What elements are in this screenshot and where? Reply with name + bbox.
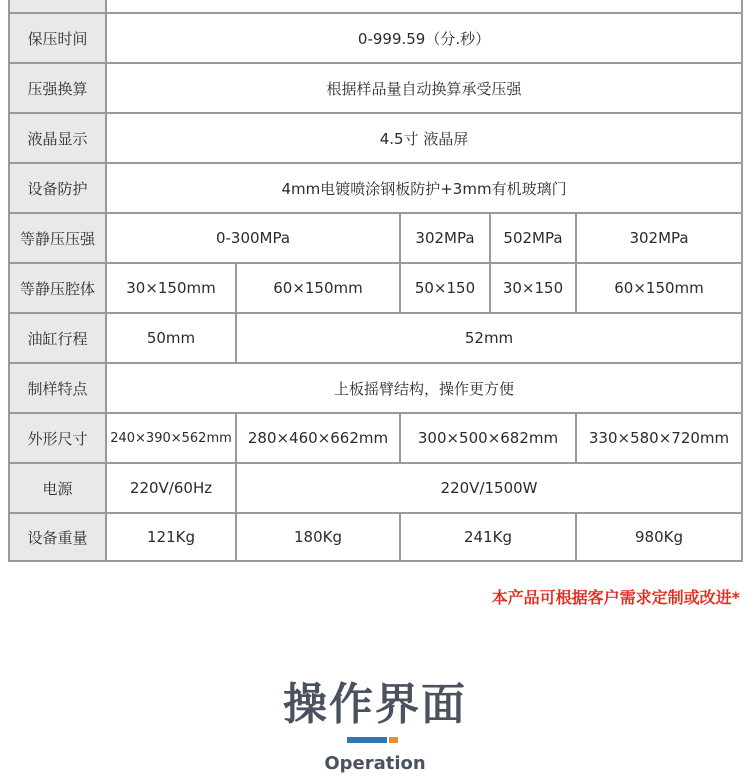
dimension-value: 280×460×662mm bbox=[236, 413, 400, 463]
feature-label: 制样特点 bbox=[9, 363, 106, 413]
iso-pressure-value: 502MPa bbox=[490, 213, 576, 263]
cylinder-value: 50mm bbox=[106, 313, 236, 363]
table-row-iso-cavity bbox=[9, 263, 742, 313]
hold-time-label: 保压时间 bbox=[9, 13, 106, 63]
customization-note: 本产品可根据客户需求定制或改进* bbox=[491, 588, 740, 607]
power-value: 220V/1500W bbox=[236, 463, 742, 513]
iso-pressure-value: 302MPa bbox=[400, 213, 490, 263]
weight-value: 180Kg bbox=[236, 513, 400, 561]
table-row-power bbox=[9, 463, 742, 513]
table-row-cylinder bbox=[9, 313, 742, 363]
table-row-feature bbox=[9, 363, 742, 413]
weight-value: 121Kg bbox=[106, 513, 236, 561]
lcd-label: 液晶显示 bbox=[9, 113, 106, 163]
spec-table bbox=[8, 0, 743, 562]
dimension-value: 300×500×682mm bbox=[400, 413, 576, 463]
iso-pressure-value: 0-300MPa bbox=[106, 213, 400, 263]
cylinder-label: 油缸行程 bbox=[9, 313, 106, 363]
iso-cavity-value: 60×150mm bbox=[236, 263, 400, 313]
section-subtitle: Operation bbox=[324, 753, 426, 774]
table-row-hold-time bbox=[9, 13, 742, 63]
table-cell-empty bbox=[106, 0, 742, 13]
dimension-label: 外形尺寸 bbox=[9, 413, 106, 463]
table-row-protection bbox=[9, 163, 742, 213]
weight-value: 980Kg bbox=[576, 513, 742, 561]
title-underline-orange bbox=[389, 737, 398, 743]
table-cell-empty bbox=[9, 0, 106, 13]
table-row-weight bbox=[9, 513, 742, 561]
weight-label: 设备重量 bbox=[9, 513, 106, 561]
section-title: 操作界面 bbox=[283, 679, 467, 730]
protection-label: 设备防护 bbox=[9, 163, 106, 213]
table-row-pressure-conversion bbox=[9, 63, 742, 113]
weight-value: 241Kg bbox=[400, 513, 576, 561]
pressure-conversion-value: 根据样品量自动换算承受压强 bbox=[106, 63, 742, 113]
dimension-value: 240×390×562mm bbox=[106, 413, 236, 463]
iso-cavity-value: 60×150mm bbox=[576, 263, 742, 313]
table-row-top-partial bbox=[9, 0, 742, 13]
table-row-iso-pressure bbox=[9, 213, 742, 263]
iso-pressure-value: 302MPa bbox=[576, 213, 742, 263]
iso-cavity-value: 30×150mm bbox=[106, 263, 236, 313]
title-underline-blue bbox=[347, 737, 387, 743]
hold-time-value: 0-999.59（分.秒） bbox=[106, 13, 742, 63]
pressure-conversion-label: 压强换算 bbox=[9, 63, 106, 113]
dimension-value: 330×580×720mm bbox=[576, 413, 742, 463]
protection-value: 4mm电镀喷涂钢板防护+3mm有机玻璃门 bbox=[106, 163, 742, 213]
table-row-dimension bbox=[9, 413, 742, 463]
iso-pressure-label: 等静压压强 bbox=[9, 213, 106, 263]
power-label: 电源 bbox=[9, 463, 106, 513]
iso-cavity-value: 50×150 bbox=[400, 263, 490, 313]
iso-cavity-value: 30×150 bbox=[490, 263, 576, 313]
table-row-lcd bbox=[9, 113, 742, 163]
power-value: 220V/60Hz bbox=[106, 463, 236, 513]
iso-cavity-label: 等静压腔体 bbox=[9, 263, 106, 313]
feature-value: 上板摇臂结构，操作更方便 bbox=[106, 363, 742, 413]
lcd-value: 4.5寸 液晶屏 bbox=[106, 113, 742, 163]
cylinder-value: 52mm bbox=[236, 313, 742, 363]
